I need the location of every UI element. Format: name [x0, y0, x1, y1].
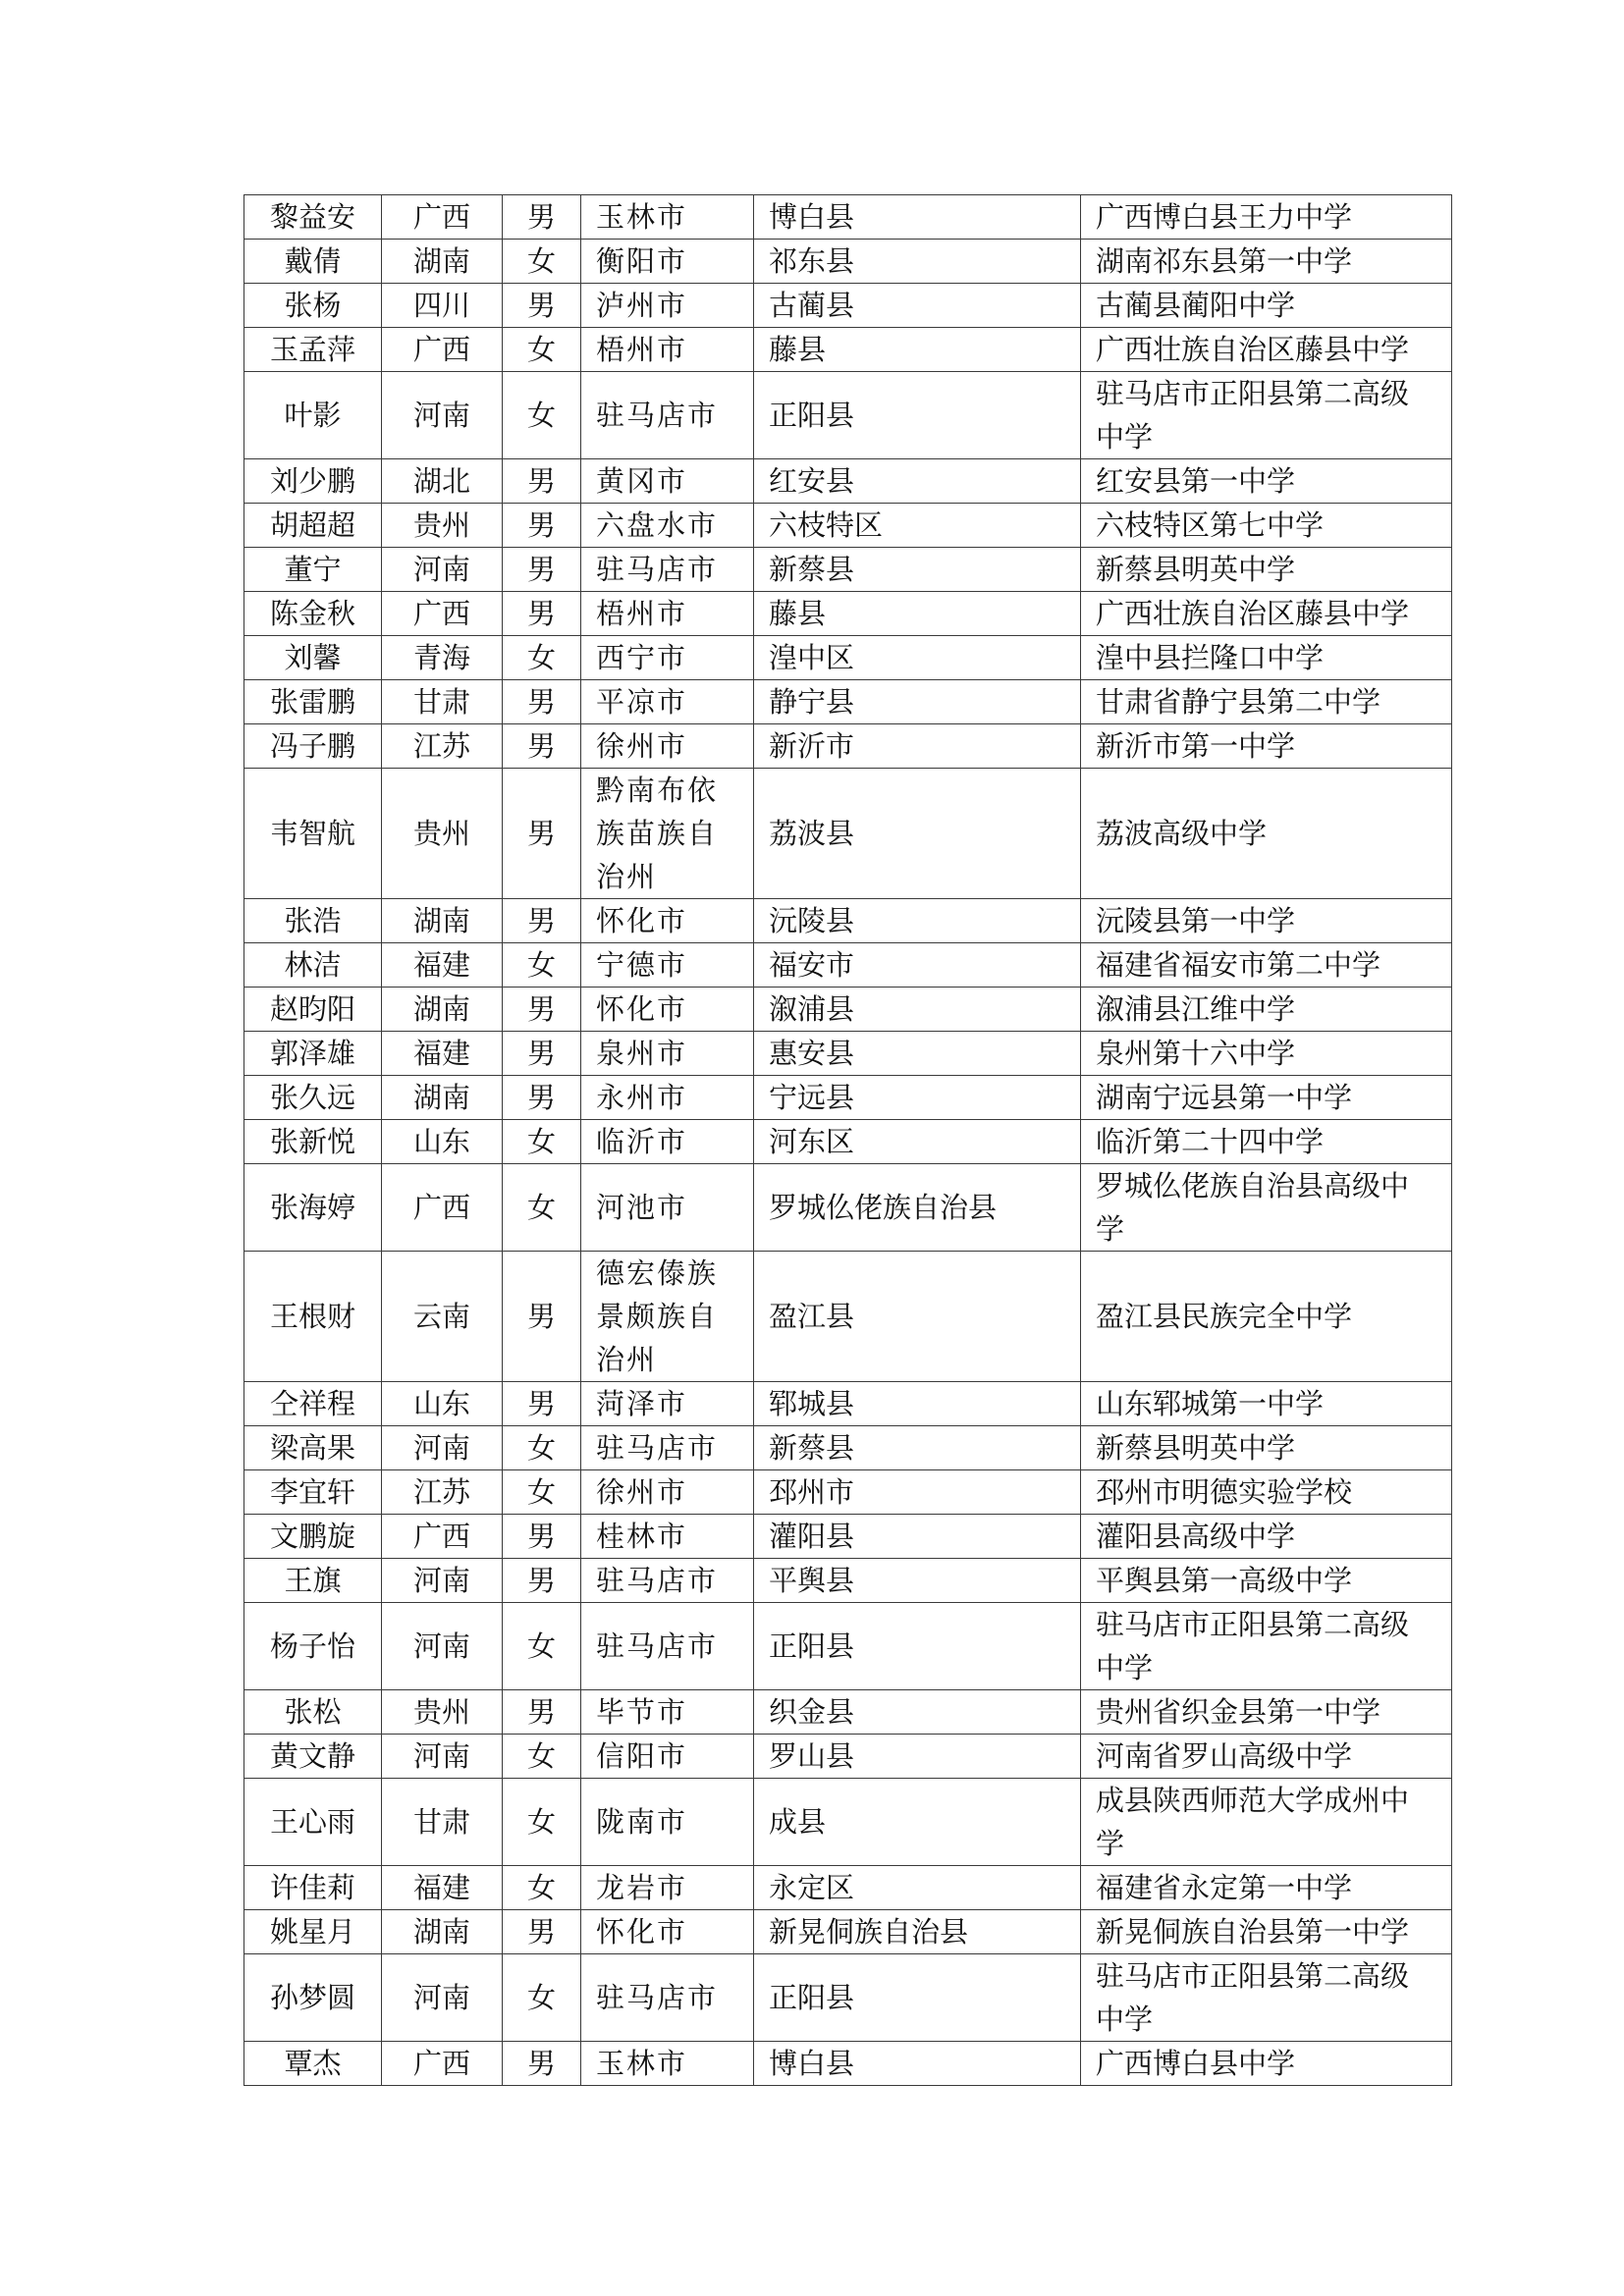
province-cell: 湖南 — [382, 240, 503, 284]
student-name-cell: 张浩 — [244, 899, 382, 943]
county-cell: 祁东县 — [754, 240, 1081, 284]
city-cell: 徐州市 — [581, 724, 754, 769]
school-cell: 湟中县拦隆口中学 — [1081, 636, 1452, 680]
student-name-cell: 玉孟萍 — [244, 328, 382, 372]
table-row — [244, 240, 1452, 284]
student-name-cell: 黎益安 — [244, 195, 382, 240]
table-row — [244, 592, 1452, 636]
city-cell: 六盘水市 — [581, 504, 754, 548]
city-cell: 驻马店市 — [581, 372, 754, 459]
province-cell: 湖南 — [382, 899, 503, 943]
province-cell: 广西 — [382, 1515, 503, 1559]
student-name-cell: 梁高果 — [244, 1426, 382, 1470]
table-row — [244, 328, 1452, 372]
city-cell: 玉林市 — [581, 195, 754, 240]
student-name-cell: 王心雨 — [244, 1779, 382, 1866]
province-cell: 河南 — [382, 1603, 503, 1690]
gender-cell: 男 — [503, 769, 581, 899]
province-cell: 贵州 — [382, 1690, 503, 1735]
county-cell: 溆浦县 — [754, 988, 1081, 1032]
table-row — [244, 724, 1452, 769]
county-cell: 荔波县 — [754, 769, 1081, 899]
school-cell: 广西博白县王力中学 — [1081, 195, 1452, 240]
school-cell: 灌阳县高级中学 — [1081, 1515, 1452, 1559]
roster-body — [244, 195, 1452, 2086]
student-name-cell: 文鹏旋 — [244, 1515, 382, 1559]
gender-cell: 男 — [503, 548, 581, 592]
county-cell: 静宁县 — [754, 680, 1081, 724]
table-row — [244, 1559, 1452, 1603]
school-cell: 盈江县民族完全中学 — [1081, 1252, 1452, 1382]
city-cell: 临沂市 — [581, 1120, 754, 1164]
student-name-cell: 张杨 — [244, 284, 382, 328]
county-cell: 织金县 — [754, 1690, 1081, 1735]
gender-cell: 男 — [503, 592, 581, 636]
school-cell: 新晃侗族自治县第一中学 — [1081, 1910, 1452, 1954]
province-cell: 贵州 — [382, 504, 503, 548]
province-cell: 云南 — [382, 1252, 503, 1382]
school-cell: 沅陵县第一中学 — [1081, 899, 1452, 943]
school-cell: 古蔺县蔺阳中学 — [1081, 284, 1452, 328]
county-cell: 正阳县 — [754, 1603, 1081, 1690]
county-cell: 永定区 — [754, 1866, 1081, 1910]
student-name-cell: 冯子鹏 — [244, 724, 382, 769]
county-cell: 博白县 — [754, 195, 1081, 240]
province-cell: 江苏 — [382, 1470, 503, 1515]
table-row — [244, 636, 1452, 680]
county-cell: 宁远县 — [754, 1076, 1081, 1120]
table-row — [244, 769, 1452, 899]
city-cell: 玉林市 — [581, 2042, 754, 2086]
table-row — [244, 1866, 1452, 1910]
county-cell: 福安市 — [754, 943, 1081, 988]
county-cell: 湟中区 — [754, 636, 1081, 680]
city-cell: 毕节市 — [581, 1690, 754, 1735]
school-cell: 福建省福安市第二中学 — [1081, 943, 1452, 988]
province-cell: 湖北 — [382, 459, 503, 504]
school-cell: 驻马店市正阳县第二高级中学 — [1081, 1603, 1452, 1690]
school-cell: 河南省罗山高级中学 — [1081, 1735, 1452, 1779]
student-name-cell: 孙梦圆 — [244, 1954, 382, 2042]
province-cell: 广西 — [382, 592, 503, 636]
county-cell: 博白县 — [754, 2042, 1081, 2086]
county-cell: 郓城县 — [754, 1382, 1081, 1426]
student-name-cell: 刘馨 — [244, 636, 382, 680]
gender-cell: 女 — [503, 943, 581, 988]
school-cell: 驻马店市正阳县第二高级中学 — [1081, 1954, 1452, 2042]
school-cell: 红安县第一中学 — [1081, 459, 1452, 504]
student-name-cell: 仝祥程 — [244, 1382, 382, 1426]
school-cell: 临沂第二十四中学 — [1081, 1120, 1452, 1164]
city-cell: 梧州市 — [581, 328, 754, 372]
table-row — [244, 1603, 1452, 1690]
student-name-cell: 王根财 — [244, 1252, 382, 1382]
student-name-cell: 郭泽雄 — [244, 1032, 382, 1076]
gender-cell: 男 — [503, 2042, 581, 2086]
school-cell: 广西博白县中学 — [1081, 2042, 1452, 2086]
gender-cell: 男 — [503, 1690, 581, 1735]
gender-cell: 男 — [503, 284, 581, 328]
county-cell: 正阳县 — [754, 372, 1081, 459]
city-cell: 徐州市 — [581, 1470, 754, 1515]
gender-cell: 女 — [503, 372, 581, 459]
student-name-cell: 覃杰 — [244, 2042, 382, 2086]
county-cell: 沅陵县 — [754, 899, 1081, 943]
student-name-cell: 刘少鹏 — [244, 459, 382, 504]
table-row — [244, 1515, 1452, 1559]
student-name-cell: 李宜轩 — [244, 1470, 382, 1515]
gender-cell: 男 — [503, 1032, 581, 1076]
table-row — [244, 1779, 1452, 1866]
gender-cell: 女 — [503, 1954, 581, 2042]
county-cell: 河东区 — [754, 1120, 1081, 1164]
school-cell: 平舆县第一高级中学 — [1081, 1559, 1452, 1603]
table-row — [244, 1252, 1452, 1382]
gender-cell: 男 — [503, 1559, 581, 1603]
school-cell: 广西壮族自治区藤县中学 — [1081, 592, 1452, 636]
gender-cell: 女 — [503, 240, 581, 284]
school-cell: 贵州省织金县第一中学 — [1081, 1690, 1452, 1735]
student-name-cell: 赵昀阳 — [244, 988, 382, 1032]
table-row — [244, 195, 1452, 240]
county-cell: 平舆县 — [754, 1559, 1081, 1603]
gender-cell: 男 — [503, 195, 581, 240]
province-cell: 广西 — [382, 1164, 503, 1252]
province-cell: 河南 — [382, 1735, 503, 1779]
province-cell: 河南 — [382, 372, 503, 459]
gender-cell: 女 — [503, 1164, 581, 1252]
county-cell: 盈江县 — [754, 1252, 1081, 1382]
school-cell: 荔波高级中学 — [1081, 769, 1452, 899]
province-cell: 河南 — [382, 1954, 503, 2042]
student-name-cell: 王旗 — [244, 1559, 382, 1603]
school-cell: 驻马店市正阳县第二高级中学 — [1081, 372, 1452, 459]
province-cell: 广西 — [382, 2042, 503, 2086]
student-roster-table — [244, 194, 1452, 2086]
county-cell: 新沂市 — [754, 724, 1081, 769]
table-row — [244, 1076, 1452, 1120]
school-cell: 六枝特区第七中学 — [1081, 504, 1452, 548]
gender-cell: 男 — [503, 724, 581, 769]
city-cell: 驻马店市 — [581, 1954, 754, 2042]
county-cell: 罗山县 — [754, 1735, 1081, 1779]
table-row — [244, 1120, 1452, 1164]
county-cell: 成县 — [754, 1779, 1081, 1866]
table-row — [244, 2042, 1452, 2086]
table-row — [244, 899, 1452, 943]
school-cell: 甘肃省静宁县第二中学 — [1081, 680, 1452, 724]
table-row — [244, 1690, 1452, 1735]
gender-cell: 男 — [503, 1252, 581, 1382]
province-cell: 河南 — [382, 1559, 503, 1603]
province-cell: 江苏 — [382, 724, 503, 769]
gender-cell: 男 — [503, 1382, 581, 1426]
province-cell: 广西 — [382, 328, 503, 372]
county-cell: 新蔡县 — [754, 548, 1081, 592]
school-cell: 新蔡县明英中学 — [1081, 548, 1452, 592]
county-cell: 正阳县 — [754, 1954, 1081, 2042]
province-cell: 广西 — [382, 195, 503, 240]
gender-cell: 男 — [503, 1910, 581, 1954]
table-row — [244, 988, 1452, 1032]
city-cell: 驻马店市 — [581, 548, 754, 592]
student-name-cell: 张新悦 — [244, 1120, 382, 1164]
city-cell: 怀化市 — [581, 1910, 754, 1954]
county-cell: 新蔡县 — [754, 1426, 1081, 1470]
province-cell: 山东 — [382, 1382, 503, 1426]
student-name-cell: 戴倩 — [244, 240, 382, 284]
gender-cell: 女 — [503, 1735, 581, 1779]
school-cell: 广西壮族自治区藤县中学 — [1081, 328, 1452, 372]
table-row — [244, 1954, 1452, 2042]
school-cell: 新沂市第一中学 — [1081, 724, 1452, 769]
school-cell: 新蔡县明英中学 — [1081, 1426, 1452, 1470]
city-cell: 信阳市 — [581, 1735, 754, 1779]
city-cell: 平凉市 — [581, 680, 754, 724]
county-cell: 古蔺县 — [754, 284, 1081, 328]
city-cell: 桂林市 — [581, 1515, 754, 1559]
student-name-cell: 姚星月 — [244, 1910, 382, 1954]
city-cell: 德宏傣族景颇族自治州 — [581, 1252, 754, 1382]
city-cell: 驻马店市 — [581, 1559, 754, 1603]
city-cell: 驻马店市 — [581, 1603, 754, 1690]
county-cell: 藤县 — [754, 328, 1081, 372]
gender-cell: 女 — [503, 1470, 581, 1515]
city-cell: 泸州市 — [581, 284, 754, 328]
table-row — [244, 1032, 1452, 1076]
province-cell: 湖南 — [382, 1076, 503, 1120]
table-row — [244, 1735, 1452, 1779]
student-name-cell: 董宁 — [244, 548, 382, 592]
student-name-cell: 黄文静 — [244, 1735, 382, 1779]
city-cell: 梧州市 — [581, 592, 754, 636]
table-row — [244, 1910, 1452, 1954]
school-cell: 福建省永定第一中学 — [1081, 1866, 1452, 1910]
table-row — [244, 284, 1452, 328]
county-cell: 六枝特区 — [754, 504, 1081, 548]
province-cell: 福建 — [382, 1866, 503, 1910]
city-cell: 菏泽市 — [581, 1382, 754, 1426]
province-cell: 河南 — [382, 548, 503, 592]
county-cell: 藤县 — [754, 592, 1081, 636]
student-name-cell: 胡超超 — [244, 504, 382, 548]
student-name-cell: 许佳莉 — [244, 1866, 382, 1910]
county-cell: 新晃侗族自治县 — [754, 1910, 1081, 1954]
school-cell: 泉州第十六中学 — [1081, 1032, 1452, 1076]
table-row — [244, 1164, 1452, 1252]
table-row — [244, 1426, 1452, 1470]
county-cell: 邳州市 — [754, 1470, 1081, 1515]
student-name-cell: 叶影 — [244, 372, 382, 459]
school-cell: 山东郓城第一中学 — [1081, 1382, 1452, 1426]
table-row — [244, 1382, 1452, 1426]
school-cell: 成县陕西师范大学成州中学 — [1081, 1779, 1452, 1866]
gender-cell: 女 — [503, 328, 581, 372]
gender-cell: 男 — [503, 504, 581, 548]
student-name-cell: 林洁 — [244, 943, 382, 988]
gender-cell: 男 — [503, 899, 581, 943]
city-cell: 黔南布依族苗族自治州 — [581, 769, 754, 899]
gender-cell: 女 — [503, 1426, 581, 1470]
city-cell: 龙岩市 — [581, 1866, 754, 1910]
county-cell: 灌阳县 — [754, 1515, 1081, 1559]
student-name-cell: 韦智航 — [244, 769, 382, 899]
gender-cell: 男 — [503, 988, 581, 1032]
province-cell: 四川 — [382, 284, 503, 328]
city-cell: 怀化市 — [581, 899, 754, 943]
student-name-cell: 陈金秋 — [244, 592, 382, 636]
city-cell: 西宁市 — [581, 636, 754, 680]
gender-cell: 女 — [503, 1120, 581, 1164]
county-cell: 红安县 — [754, 459, 1081, 504]
table-row — [244, 459, 1452, 504]
city-cell: 河池市 — [581, 1164, 754, 1252]
province-cell: 湖南 — [382, 988, 503, 1032]
city-cell: 宁德市 — [581, 943, 754, 988]
student-name-cell: 张松 — [244, 1690, 382, 1735]
student-name-cell: 张久远 — [244, 1076, 382, 1120]
province-cell: 湖南 — [382, 1910, 503, 1954]
student-name-cell: 杨子怡 — [244, 1603, 382, 1690]
province-cell: 甘肃 — [382, 1779, 503, 1866]
gender-cell: 女 — [503, 1866, 581, 1910]
province-cell: 河南 — [382, 1426, 503, 1470]
student-name-cell: 张海婷 — [244, 1164, 382, 1252]
county-cell: 惠安县 — [754, 1032, 1081, 1076]
gender-cell: 女 — [503, 1603, 581, 1690]
province-cell: 福建 — [382, 1032, 503, 1076]
city-cell: 泉州市 — [581, 1032, 754, 1076]
gender-cell: 女 — [503, 1779, 581, 1866]
province-cell: 福建 — [382, 943, 503, 988]
county-cell: 罗城仫佬族自治县 — [754, 1164, 1081, 1252]
city-cell: 黄冈市 — [581, 459, 754, 504]
province-cell: 贵州 — [382, 769, 503, 899]
school-cell: 邳州市明德实验学校 — [1081, 1470, 1452, 1515]
school-cell: 湖南宁远县第一中学 — [1081, 1076, 1452, 1120]
gender-cell: 男 — [503, 1076, 581, 1120]
province-cell: 青海 — [382, 636, 503, 680]
city-cell: 驻马店市 — [581, 1426, 754, 1470]
city-cell: 衡阳市 — [581, 240, 754, 284]
gender-cell: 女 — [503, 636, 581, 680]
gender-cell: 男 — [503, 1515, 581, 1559]
table-row — [244, 548, 1452, 592]
gender-cell: 男 — [503, 459, 581, 504]
student-name-cell: 张雷鹏 — [244, 680, 382, 724]
city-cell: 永州市 — [581, 1076, 754, 1120]
table-row — [244, 372, 1452, 459]
city-cell: 怀化市 — [581, 988, 754, 1032]
gender-cell: 男 — [503, 680, 581, 724]
city-cell: 陇南市 — [581, 1779, 754, 1866]
school-cell: 罗城仫佬族自治县高级中学 — [1081, 1164, 1452, 1252]
province-cell: 山东 — [382, 1120, 503, 1164]
school-cell: 湖南祁东县第一中学 — [1081, 240, 1452, 284]
province-cell: 甘肃 — [382, 680, 503, 724]
school-cell: 溆浦县江维中学 — [1081, 988, 1452, 1032]
table-row — [244, 943, 1452, 988]
table-row — [244, 680, 1452, 724]
table-row — [244, 504, 1452, 548]
table-row — [244, 1470, 1452, 1515]
